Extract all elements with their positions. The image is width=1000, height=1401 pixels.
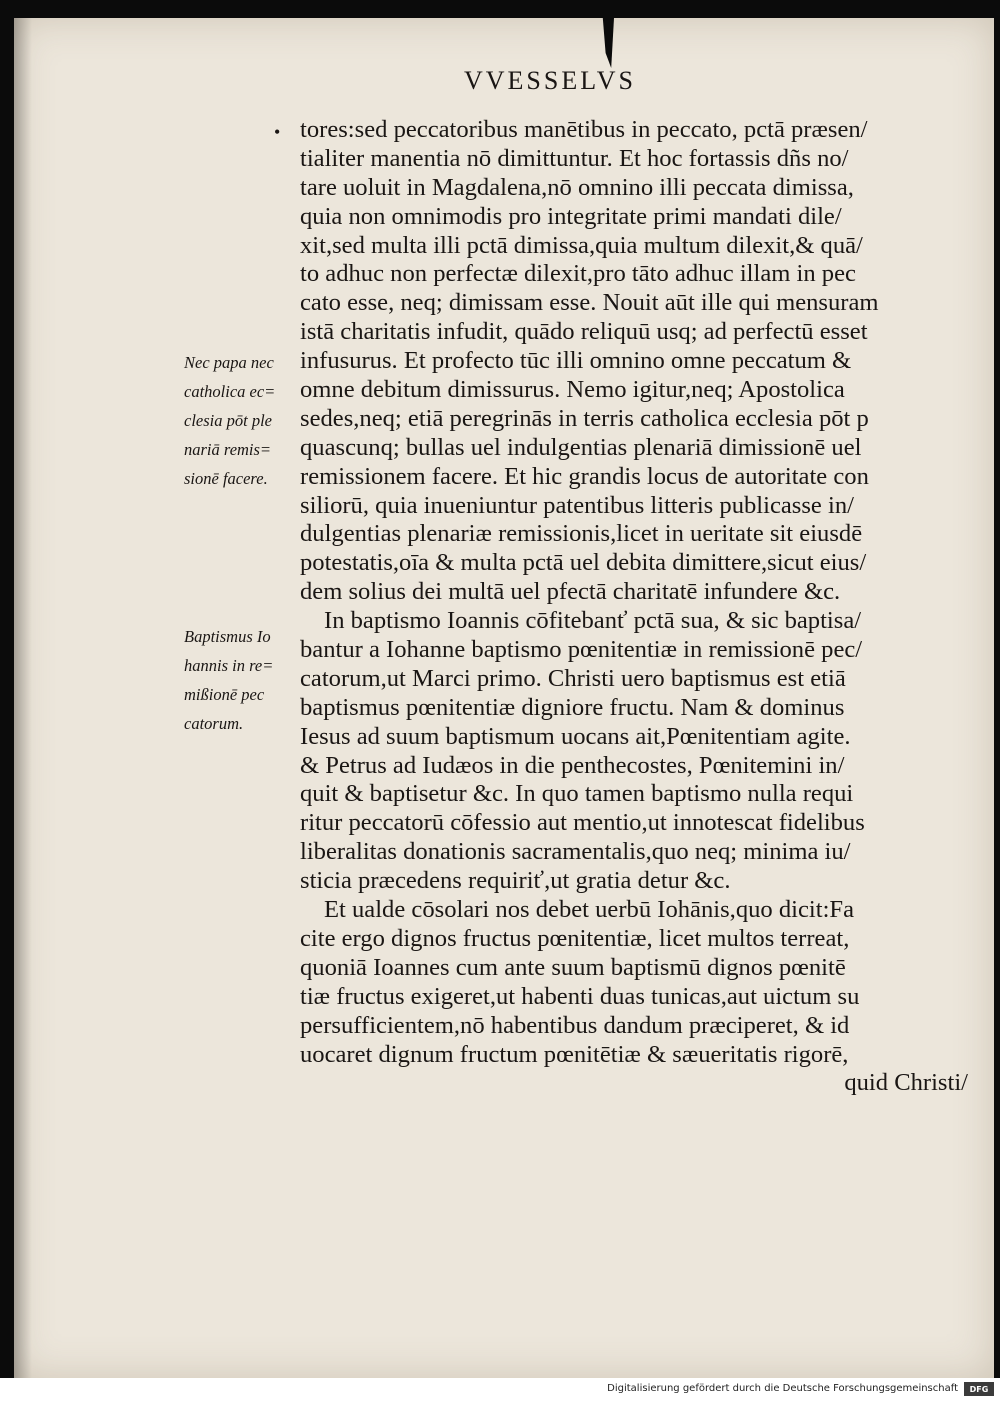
page-shadow xyxy=(14,18,32,1378)
margin-note-line: nariā remis= xyxy=(184,439,272,459)
text-line: quascunq; bullas uel indulgentias plenariā dimissionē uel xyxy=(300,433,862,461)
text-line: remissionem facere. Et hic grandis locus de autoritate con xyxy=(300,462,869,490)
text-line: cite ergo dignos fructus pœnitentiæ, licet multos terreat, xyxy=(300,924,850,952)
text-line: potestatis,oīa & multa pctā uel debita dimittere,sicut eius/ xyxy=(300,549,867,577)
text-line: tiæ fructus exigeret,ut habenti duas tunicas,aut uictum su xyxy=(300,982,860,1010)
text-line: bantur a Iohanne baptismo pœnitentiæ in remissionē pec/ xyxy=(300,636,863,664)
text-line: Iesus ad suum baptismum uocans ait,Pœnitentiam agite. xyxy=(300,722,851,750)
text-line: catorum,ut Marci primo. Christi uero baptismus est etiā xyxy=(300,664,846,692)
text-line: tialiter manentia nō dimittuntur. Et hoc fortassis dñs no/ xyxy=(300,144,849,172)
text-line: sticia præcedens requiriť,ut gratia detur &c. xyxy=(300,867,731,895)
catchword: quid Christi/ xyxy=(844,1069,968,1097)
body-text xyxy=(300,116,968,1098)
text-line: tare uoluit in Magdalena,nō omnino illi peccata dimissa, xyxy=(300,173,854,201)
text-line: uocaret dignum fructum pœnitētiæ & sæueritatis rigorē, xyxy=(300,1040,849,1068)
text-line: quia non omnimodis pro integritate primi mandati dile/ xyxy=(300,202,842,230)
footer-credit: Digitalisierung gefördert durch die Deutsche Forschungsgemeinschaft xyxy=(607,1383,958,1394)
text-line: liberalitas donationis sacramentalis,quo neq; minima iu/ xyxy=(300,838,851,866)
margin-note-papa xyxy=(184,349,304,494)
text-line: baptismus pœnitentiæ digniore fructu. Nam & dominus xyxy=(300,693,845,721)
text-line: In baptismo Ioannis cōfitebanť pctā sua, & sic baptisa/ xyxy=(324,607,862,635)
margin-note-line: catorum. xyxy=(184,713,244,733)
text-line: quoniā Ioannes cum ante suum baptismū dignos pœnitē xyxy=(300,953,846,981)
text-line: & Petrus ad Iudæos in die penthecostes, Pœnitemini in/ xyxy=(300,751,845,779)
text-line: infusurus. Et profecto tūc illi omnino omne peccatum & xyxy=(300,347,852,375)
text-line: xit,sed multa illi pctā dimissa,quia multum dilexit,& quā/ xyxy=(300,231,863,259)
margin-note-line: Nec papa nec xyxy=(184,353,274,372)
text-line: tores:sed peccatoribus manētibus in peccato, pctā præsen/ xyxy=(300,116,868,143)
text-line: Et ualde cōsolari nos debet uerbū Iohānis,quo dicit:Fa xyxy=(324,896,855,924)
margin-note-line: mißionē pec xyxy=(184,684,265,704)
footer-bar xyxy=(0,1378,1000,1401)
text-line: quit & baptisetur &c. In quo tamen baptismo nulla requi xyxy=(300,780,854,808)
margin-note-line: sionē facere. xyxy=(184,468,268,488)
margin-note-line: clesia pōt ple xyxy=(184,410,272,430)
text-line: cato esse, neq; dimissam esse. Nouit aūt ille qui mensuram xyxy=(300,289,879,317)
page-tear xyxy=(600,18,614,68)
text-line: omne debitum dimissurus. Nemo igitur,neq; Apostolica xyxy=(300,376,845,404)
text-line: to adhuc non perfectæ dilexit,pro tāto adhuc illam in pec xyxy=(300,260,856,288)
text-line: ritur peccatorū cōfessio aut mentio,ut innotescat fidelibus xyxy=(300,809,865,837)
text-line: siliorū, quia inueniuntur patentibus litteris publicasse in/ xyxy=(300,491,854,519)
margin-note-line: catholica ec= xyxy=(184,381,276,401)
text-line: sedes,neq; etiā peregrinās in terris catholica ecclesia pōt p xyxy=(300,404,869,432)
book-page xyxy=(14,18,994,1378)
margin-note-line: Baptismus Io xyxy=(184,627,271,646)
margin-note-baptismus xyxy=(184,623,304,739)
dfg-logo-icon: DFG xyxy=(964,1382,994,1396)
text-line: persufficientem,nō habentibus dandum præciperet, & id xyxy=(300,1011,850,1039)
margin-note-line: hannis in re= xyxy=(184,655,274,675)
text-line: istā charitatis infudit, quādo reliquū usq; ad perfectū esset xyxy=(300,318,868,346)
text-line: dulgentias plenariæ remissionis,licet in ueritate sit eiusdē xyxy=(300,520,863,548)
line-mark: • xyxy=(274,122,281,142)
text-line: dem solius dei multā uel pfectā charitatē infundere &c. xyxy=(300,578,841,606)
running-title: VVESSELVS xyxy=(464,66,636,95)
